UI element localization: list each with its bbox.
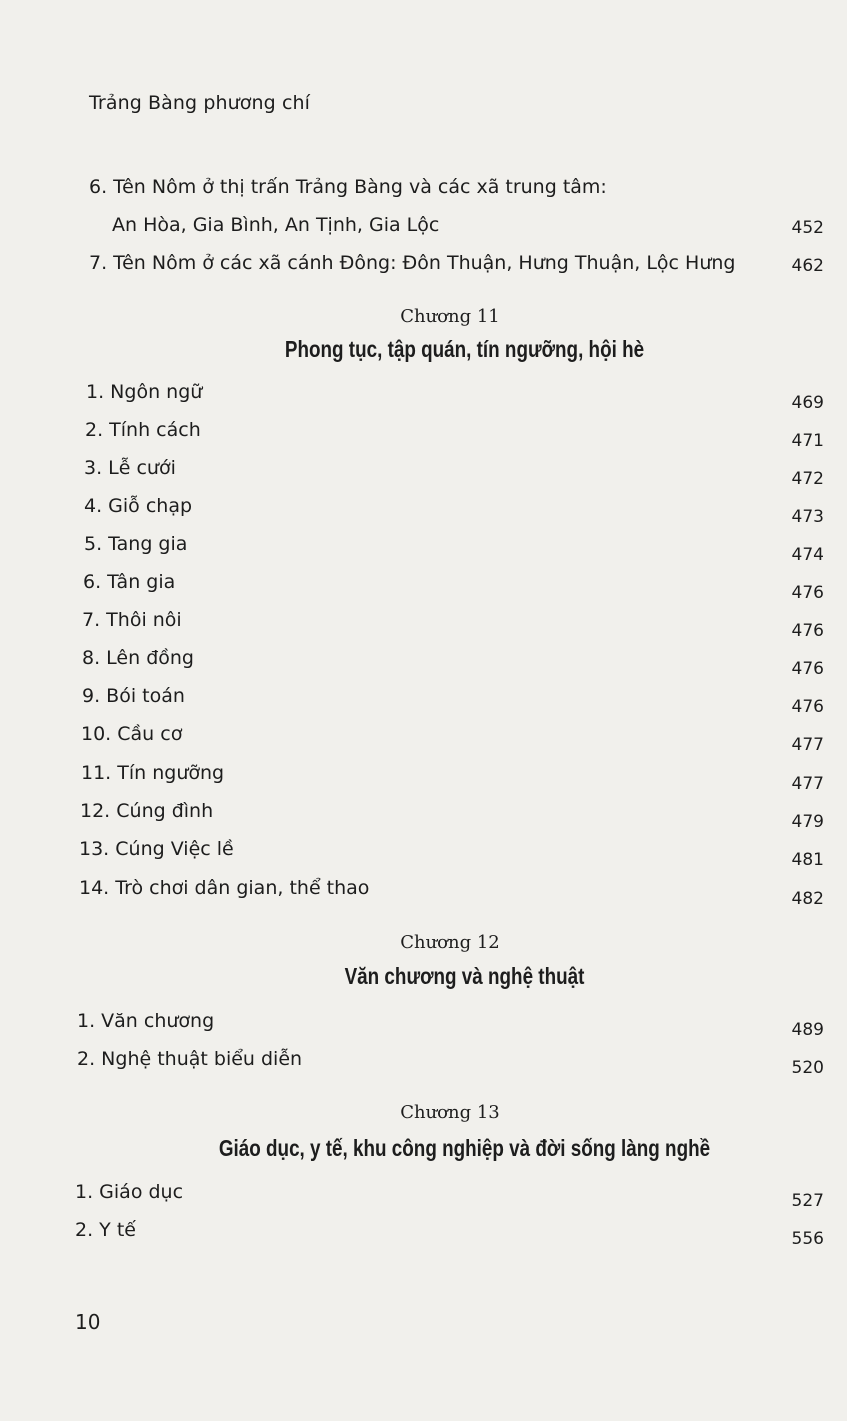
toc-entry-page: 477	[791, 774, 824, 794]
toc-entry	[0, 1010, 847, 1040]
chapter-label: Chương 12	[400, 932, 500, 953]
toc-entry	[0, 419, 847, 449]
chapter-title: Giáo dục, y tế, khu công nghiệp và đời sống làng nghề	[218, 1135, 711, 1161]
toc-entry-page: 462	[791, 256, 824, 276]
toc-entry-label: 6. Tên Nôm ở thị trấn Trảng Bàng và các xã trung tâm:	[89, 176, 607, 198]
toc-entry-label: 1. Ngôn ngữ	[86, 381, 203, 403]
toc-entry	[0, 214, 847, 244]
toc-entry-page: 476	[791, 621, 824, 641]
toc-entry-label: 10. Cầu cơ	[81, 723, 183, 745]
toc-entry-label: 8. Lên đồng	[82, 647, 194, 669]
toc-entry-page: 476	[791, 659, 824, 679]
toc-entry	[0, 723, 847, 753]
toc-entry	[0, 533, 847, 563]
toc-entry	[0, 1219, 847, 1249]
toc-entry-page: 520	[791, 1058, 824, 1078]
toc-entry-page: 452	[791, 218, 824, 238]
toc-entry-label: 4. Giỗ chạp	[84, 495, 193, 517]
toc-entry	[0, 1048, 847, 1078]
toc-entry	[0, 685, 847, 715]
toc-entry	[0, 381, 847, 411]
toc-entry-label: 7. Thôi nôi	[82, 609, 182, 631]
toc-entry-page: 471	[791, 431, 824, 451]
running-head: Trảng Bàng phương chí	[89, 92, 311, 114]
toc-entry	[0, 762, 847, 792]
chapter-title: Phong tục, tập quán, tín ngưỡng, hội hè	[284, 336, 645, 362]
toc-entry	[0, 609, 847, 639]
toc-entry-label: 1. Văn chương	[77, 1010, 215, 1032]
toc-entry	[0, 1181, 847, 1211]
toc-entry	[0, 838, 847, 868]
toc-entry-page: 473	[791, 507, 824, 527]
toc-entry-page: 476	[791, 583, 824, 603]
toc-entry-label: 6. Tân gia	[83, 571, 176, 593]
toc-entry-label: 11. Tín ngưỡng	[81, 762, 225, 784]
toc-entry-label: 12. Cúng đình	[80, 800, 214, 822]
toc-entry-label: 2. Nghệ thuật biểu diễn	[77, 1048, 303, 1070]
toc-entry-label: 9. Bói toán	[82, 685, 185, 707]
toc-entry	[0, 252, 847, 282]
toc-entry	[0, 877, 847, 907]
toc-entry-page: 479	[791, 812, 824, 832]
page-number: 10	[75, 1310, 101, 1334]
toc-entry-page: 527	[791, 1191, 824, 1211]
toc-entry-page: 474	[791, 545, 824, 565]
toc-entry-label: 7. Tên Nôm ở các xã cánh Đông: Đôn Thuận, Hưng Thuận, Lộc Hưng	[89, 252, 736, 274]
toc-entry	[0, 176, 847, 206]
toc-entry-label: 13. Cúng Việc lề	[79, 838, 234, 860]
toc-entry-page: 469	[791, 393, 824, 413]
toc-entry-page: 489	[791, 1020, 824, 1040]
toc-entry-page: 556	[791, 1229, 824, 1249]
chapter-title: Văn chương và nghệ thuật	[344, 963, 585, 989]
toc-entry-page: 482	[791, 889, 824, 909]
toc-entry-label: 1. Giáo dục	[75, 1181, 184, 1203]
toc-entry-page: 472	[791, 469, 824, 489]
toc-entry	[0, 647, 847, 677]
toc-entry-label: 5. Tang gia	[84, 533, 188, 555]
toc-entry-label: 3. Lễ cưới	[84, 457, 176, 479]
toc-entry-page: 481	[791, 850, 824, 870]
chapter-label: Chương 11	[400, 306, 500, 327]
toc-entry	[0, 571, 847, 601]
toc-entry	[0, 457, 847, 487]
toc-entry	[0, 800, 847, 830]
chapter-label: Chương 13	[400, 1102, 500, 1123]
toc-entry-label: 14. Trò chơi dân gian, thể thao	[79, 877, 370, 899]
toc-entry-label: An Hòa, Gia Bình, An Tịnh, Gia Lộc	[112, 214, 440, 236]
toc-entry-page: 477	[791, 735, 824, 755]
toc-entry	[0, 495, 847, 525]
toc-entry-label: 2. Y tế	[75, 1219, 136, 1241]
toc-entry-page: 476	[791, 697, 824, 717]
toc-entry-label: 2. Tính cách	[85, 419, 201, 441]
